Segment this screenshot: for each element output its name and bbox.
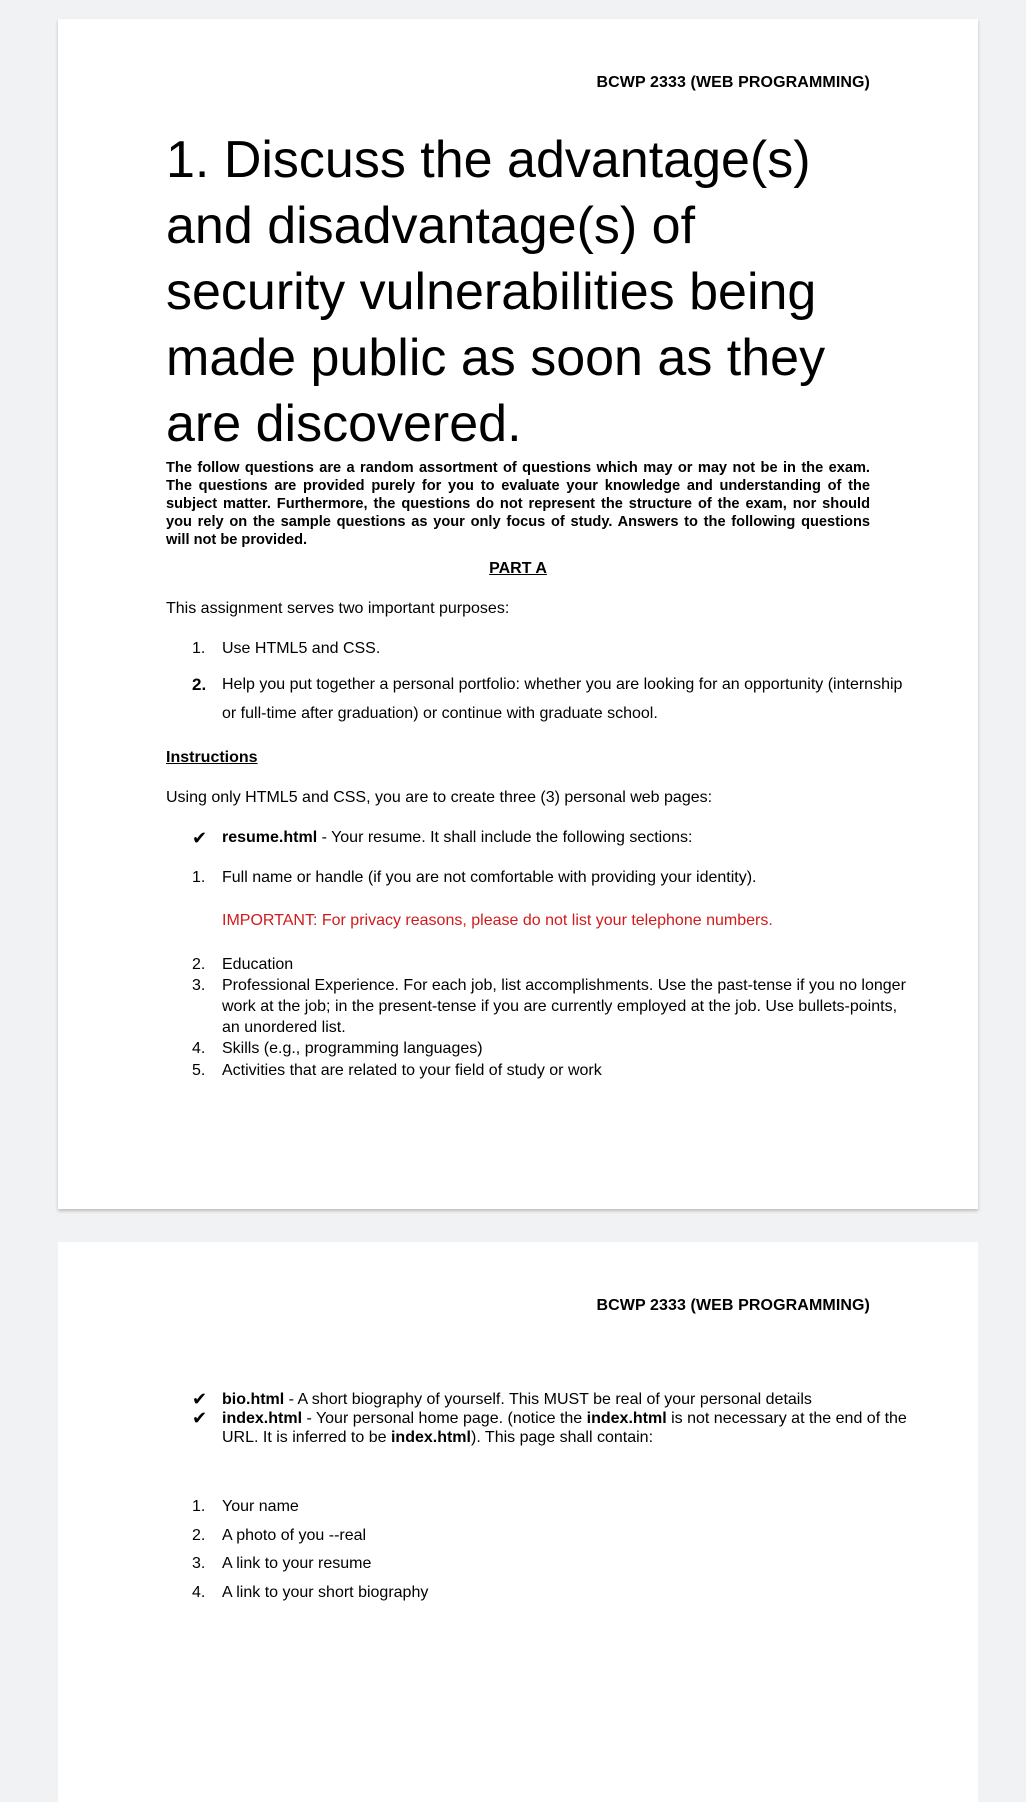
document-page-1 — [58, 19, 978, 1209]
important-note — [192, 912, 912, 930]
checkmark-icon: ✔ — [192, 1408, 208, 1428]
purpose-intro: This assignment serves two important purposes: — [166, 600, 510, 617]
index-content-item-1 — [192, 1498, 912, 1516]
list-text: A link to your short biography — [222, 1584, 429, 1601]
list-number: 4. — [192, 1584, 206, 1601]
disclaimer-paragraph: The follow questions are a random assortment of questions which may or may not be in the exam. The questions are provided purely for you to evaluate your knowledge and understanding of the subject matter. Furthermore, the questions do not represent the structure of the exam, nor should you rely on the sample questions as your only focus of study. Answers to the following questions will not be provided. — [166, 460, 870, 548]
page-header: BCWP 2333 (WEB PROGRAMMING) — [596, 1297, 870, 1314]
list-number: 5. — [192, 1062, 206, 1079]
list-text: Help you put together a personal portfolio: whether you are looking for an opportunity (internship or full-time after graduation) or continue with graduate school. — [222, 676, 903, 722]
resume-section-item-1 — [192, 869, 912, 887]
list-number: 3. — [192, 977, 206, 994]
list-number: 1. — [192, 640, 206, 657]
bio-page-item — [192, 1390, 912, 1409]
checkmark-icon: ✔ — [192, 828, 208, 848]
bio-filename: bio.html — [222, 1391, 285, 1408]
list-text: Full name or handle (if you are not comfortable with providing your identity). — [222, 869, 757, 886]
index-content-item-2 — [192, 1527, 912, 1545]
list-text: Use HTML5 and CSS. — [222, 640, 381, 657]
index-content-item-4 — [192, 1584, 912, 1602]
question-heading: 1. Discuss the advantage(s) and disadvantage(s) of security vulnerabilities being made public as soon as they are discovered. — [166, 131, 826, 453]
resume-section-item-4 — [192, 1038, 912, 1059]
resume-page-item — [192, 829, 912, 847]
list-text: Education — [222, 956, 294, 973]
list-text: Professional Experience. For each job, list accomplishments. Use the past-tense if you no longer work at the job; in the present-tense if you are currently employed at the job. Use bullets-points, an unordered list. — [222, 977, 906, 1036]
list-text: Activities that are related to your field of study or work — [222, 1062, 602, 1079]
index-content-item-3 — [192, 1555, 912, 1573]
purpose-item-1 — [192, 640, 912, 658]
resume-section-item-2 — [192, 954, 912, 975]
index-filename: index.html — [222, 1410, 303, 1427]
list-number: 1. — [192, 869, 206, 886]
document-page-2 — [58, 1242, 978, 1802]
index-filename-inline: index.html — [586, 1410, 667, 1427]
checkmark-icon: ✔ — [192, 1389, 208, 1409]
list-number: 4. — [192, 1040, 206, 1057]
list-text: Your name — [222, 1498, 299, 1515]
index-filename-inline: index.html — [390, 1429, 471, 1446]
index-description: - Your personal home page. (notice the — [302, 1410, 587, 1427]
list-text: A photo of you --real — [222, 1527, 367, 1544]
list-number: 2. — [192, 675, 207, 694]
list-number: 2. — [192, 1527, 206, 1544]
list-text: Skills (e.g., programming languages) — [222, 1040, 483, 1057]
important-note-text: IMPORTANT: For privacy reasons, please do not list your telephone numbers. — [222, 912, 773, 929]
bio-description: - A short biography of yourself. This MUST be real of your personal details — [284, 1391, 812, 1408]
page-header: BCWP 2333 (WEB PROGRAMMING) — [596, 74, 870, 91]
instructions-intro: Using only HTML5 and CSS, you are to create three (3) personal web pages: — [166, 789, 713, 806]
resume-section-item-5 — [192, 1060, 912, 1081]
instructions-title: Instructions — [166, 749, 258, 766]
resume-section-item-3 — [192, 975, 912, 1038]
list-number: 1. — [192, 1498, 206, 1515]
list-text: A link to your resume — [222, 1555, 372, 1572]
purpose-item-2 — [192, 670, 912, 728]
resume-description: - Your resume. It shall include the following sections: — [317, 829, 693, 846]
list-number: 2. — [192, 956, 206, 973]
index-page-item: ✔ index.html - Your personal home page. (notice the index.html is not necessary at the end of the URL. It is inferred to be index.html). This page shall contain: — [192, 1408, 907, 1446]
resume-filename: resume.html — [222, 829, 318, 846]
list-number: 3. — [192, 1555, 206, 1572]
part-a-title: PART A — [489, 560, 547, 577]
